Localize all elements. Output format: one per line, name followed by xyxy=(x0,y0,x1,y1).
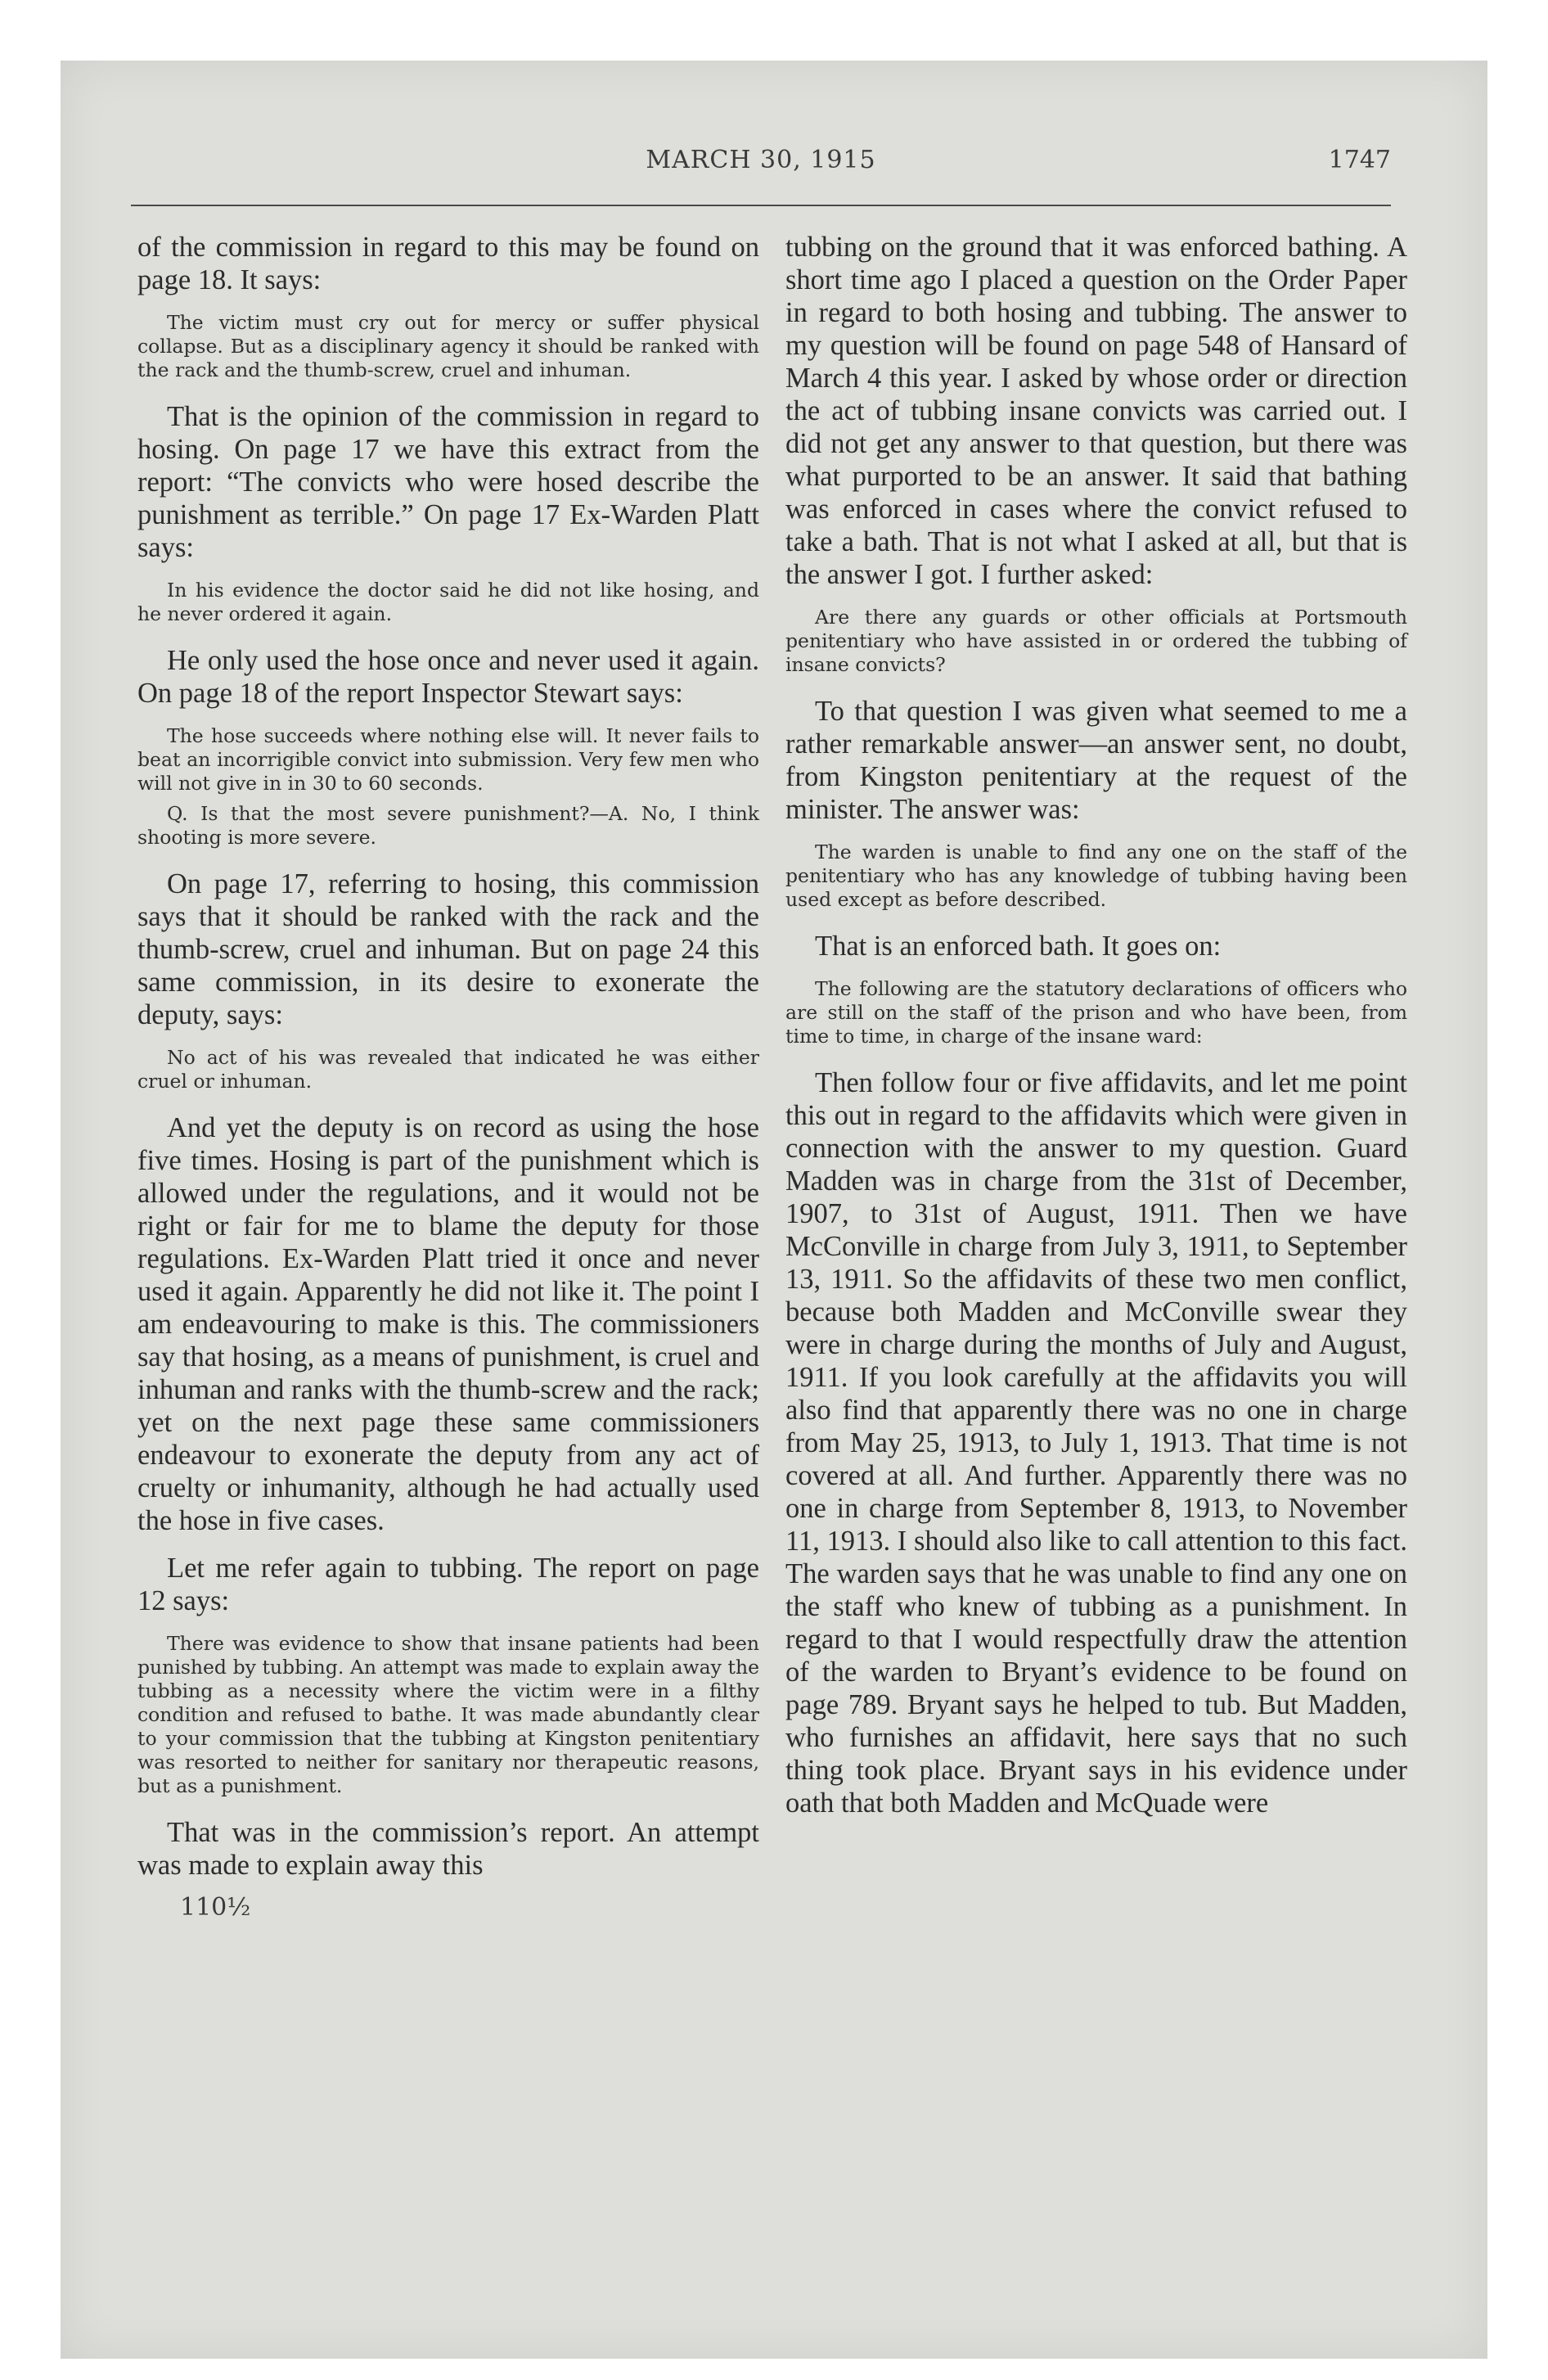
page-header xyxy=(131,146,1391,182)
header-date: MARCH 30, 1915 xyxy=(646,146,876,174)
right-column xyxy=(785,231,1407,1834)
paragraph: of the commission in regard to this may be found on page 18. It says: xyxy=(137,232,759,295)
quotation: There was evidence to show that insane patients had been punished by tubbing. An attempt was made to explain away the tubbing as a necessity where the victim were in a filthy condition and refused to bathe. It was made abundantly clear to your commission that the tubbing at Kingston penitentiary was resorted to neither for sanitary nor therapeutic reasons, but as a punishment. xyxy=(137,1632,759,1797)
paragraph: To that question I was given what seemed to me a rather remarkable answer—an answer sent, no doubt, from Kingston penitentiary at the request of the minister. The answer was: xyxy=(785,696,1407,825)
quotation: Are there any guards or other officials at Portsmouth penitentiary who have assisted in or ordered the tubbing of insane convicts? xyxy=(785,606,1407,676)
paragraph: Then follow four or five affidavits, and let me point this out in regard to the affidavits which were given in connection with the answer to my question. Guard Madden was in charge from the 31st of December, 1907, to 31st of August, 1911. Then we have McConville in charge from July 3, 1911, to September 13, 1911. So the affidavits of these two men conflict, because both Madden and McConville swear they were in charge during the months of July and August, 1911. If you look carefully at the affidavits you will also find that apparently there was no one in charge from May 25, 1913, to July 1, 1913. That time is not covered at all. And further. Apparently there was no one in charge from September 8, 1913, to November 11, 1913. I should also like to call attention to this fact. The warden says that he was unable to find any one on the staff who knew of tubbing as a punishment. In regard to that I would respectfully draw the attention of the warden to Bryant’s evidence to be found on page 789. Bryant says he helped to tub. But Madden, who furnishes an affidavit, here says that no such thing took place. Bryant says in his evidence under oath that both Madden and McQuade were xyxy=(785,1067,1407,1819)
quotation: Q. Is that the most severe punishment?—A. No, I think shooting is more severe. xyxy=(137,802,759,849)
header-rule xyxy=(131,205,1391,206)
paragraph: On page 17, referring to hosing, this commission says that it should be ranked with the rack and the thumb-screw, cruel and inhuman. But on page 24 this same commission, in its desire to exonerate the deputy, says: xyxy=(137,868,759,1030)
paragraph: That is the opinion of the commission in regard to hosing. On page 17 we have this extract from the report: “The convicts who were hosed describe the punishment as terrible.” On page 17 Ex-Warden Platt says: xyxy=(137,401,759,563)
paragraph: That was in the commission’s report. An attempt was made to explain away this xyxy=(137,1817,759,1881)
paragraph: He only used the hose once and never used it again. On page 18 of the report Inspector Stewart says: xyxy=(137,645,759,709)
quotation: The hose succeeds where nothing else will. It never fails to beat an incorrigible convict into submission. Very few men who will not give in in 30 to 60 seconds. xyxy=(137,724,759,795)
header-page-number: 1747 xyxy=(1328,146,1391,174)
quotation: The victim must cry out for mercy or suffer physical collapse. But as a disciplinary agency it should be ranked with the rack and the thumb-screw, cruel and inhuman. xyxy=(137,311,759,381)
quotation: The warden is unable to find any one on the staff of the penitentiary who has any knowledge of tubbing having been used except as before described. xyxy=(785,841,1407,911)
left-column xyxy=(137,231,759,1922)
paragraph: Let me refer again to tubbing. The report on page 12 says: xyxy=(137,1553,759,1616)
paragraph: And yet the deputy is on record as using the hose five times. Hosing is part of the punishment which is allowed under the regulations, and it would not be right or fair for me to blame the deputy for those regulations. Ex-Warden Platt tried it once and never used it again. Apparently he did not like it. The point I am endeavouring to make is this. The commissioners say that hosing, as a means of punishment, is cruel and inhuman and ranks with the thumb-screw and the rack; yet on the next page these same commissioners endeavour to exonerate the deputy from any act of cruelty or inhumanity, although he had actually used the hose in five cases. xyxy=(137,1112,759,1536)
quotation: The following are the statutory declarations of officers who are still on the staff of the prison and who have been, from time to time, in charge of the insane ward: xyxy=(785,977,1407,1048)
signature-mark: 110½ xyxy=(180,1893,251,1922)
quotation: In his evidence the doctor said he did not like hosing, and he never ordered it again. xyxy=(137,579,759,625)
quotation: No act of his was revealed that indicated he was either cruel or inhuman. xyxy=(137,1046,759,1093)
paragraph: That is an enforced bath. It goes on: xyxy=(815,931,1222,962)
paragraph: tubbing on the ground that it was enforced bathing. A short time ago I placed a question on the Order Paper in regard to both hosing and tubbing. The answer to my question will be found on page 548 of Hansard of March 4 this year. I asked by whose order or direction the act of tubbing insane convicts was carried out. I did not get any answer to that question, but there was what purported to be an answer. It said that bathing was enforced in cases where the convict refused to take a bath. That is not what I asked at all, but that is the answer I got. I further asked: xyxy=(785,232,1407,590)
